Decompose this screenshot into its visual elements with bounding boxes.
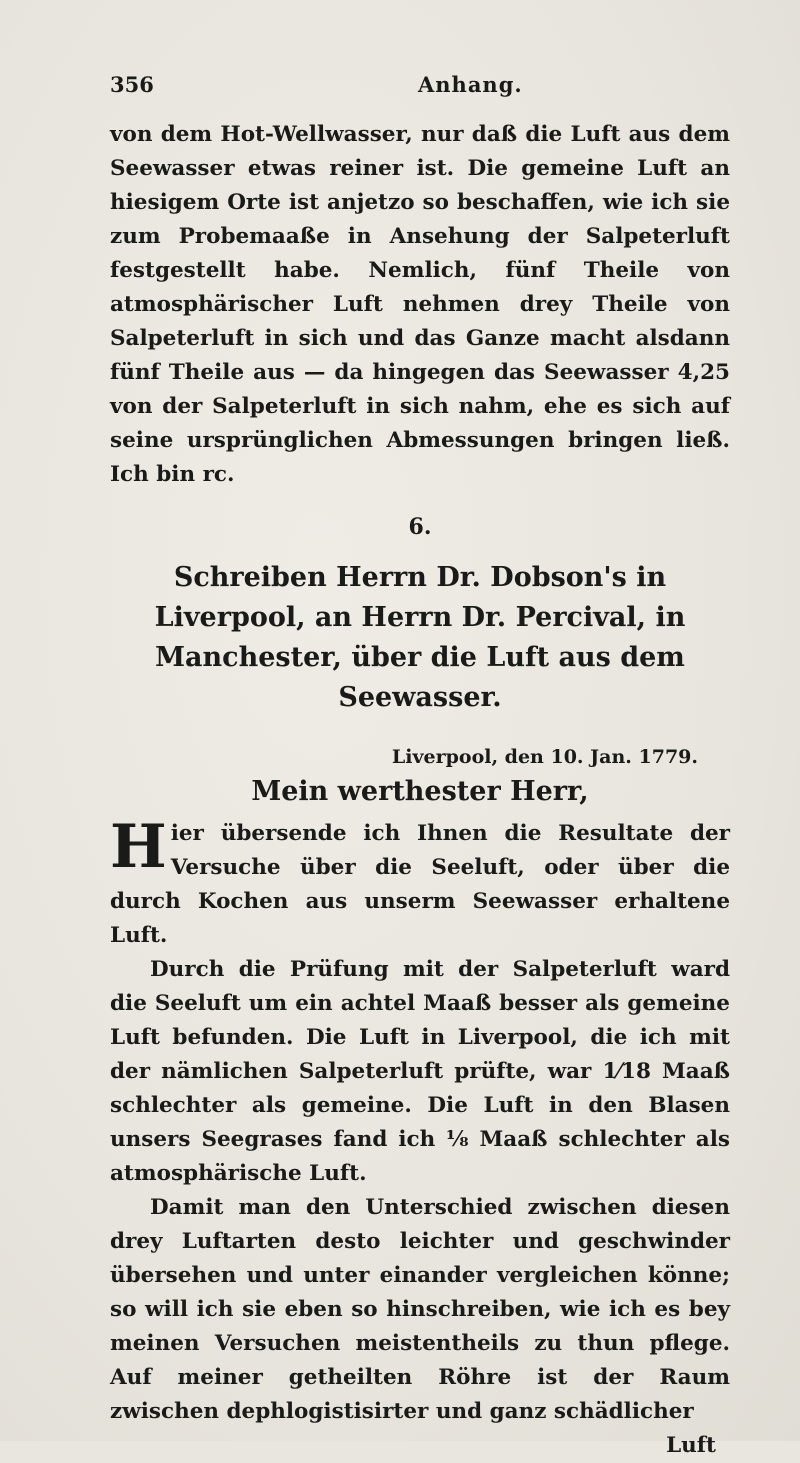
catchword: Luft: [666, 1433, 716, 1458]
dateline: Liverpool, den 10. Jan. 1779.: [391, 746, 698, 768]
letter-paragraph-1: [110, 812, 730, 953]
letter-title: Schreiben Herrn Dr. Dobson's in Liverpool, an Herrn Dr. Percival, in Manchester, über die Luft aus dem Seewasser.: [154, 562, 686, 713]
continuation-paragraph: von dem Hot-Wellwasser, nur daß die Luft aus dem Seewasser etwas reiner ist. Die gemeine Luft an hiesigem Orte ist anjetzo so beschaffen, wie ich sie zum Probemaaße in Ansehung der Salpeterluft festgestellt habe. Nemlich, fünf Theile von atmosphärischer Luft nehmen drey Theile von Salpeterluft in sich und das Ganze macht alsdann fünf Theile aus — da hingegen das Seewasser 4,25 von der Salpeterluft in sich nahm, ehe es sich auf seine ursprünglichen Abmessungen bringen ließ. Ich bin rc.: [110, 122, 730, 487]
letter-paragraph-2: Durch die Prüfung mit der Salpeterluft ward die Seeluft um ein achtel Maaß besser als gemeine Luft befunden. Die Luft in Liverpool, die ich mit der nämlichen Salpeterluft prüfte, war 1⁄18 Maaß schlechter als gemeine. Die Luft in den Blasen unsers Seegrases fand ich ⅛ Maaß schlechter als atmosphärische Luft.: [110, 957, 730, 1186]
salutation: Mein werthester Herr,: [251, 776, 589, 807]
drop-cap: H: [110, 812, 167, 882]
letter-paragraph-1-text: ier übersende ich Ihnen die Resultate der Versuche über die Seeluft, oder über die durch Kochen aus unserm Seewasser erhaltene Luft.: [110, 821, 730, 948]
letter-paragraph-3: Damit man den Unterschied zwischen diesen drey Luftarten desto leichter und geschwinder übersehen und unter einander vergleichen könne; so will ich sie eben so hinschreiben, wie ich es bey meinen Versuchen meistentheils zu thun pflege. Auf meiner getheilten Röhre ist der Raum zwischen dephlogistisirter und ganz schädlicher: [110, 1195, 730, 1424]
running-head: Anhang.: [418, 72, 523, 97]
page-header: [110, 72, 730, 112]
page-number: 356: [110, 72, 154, 97]
section-number: 6.: [408, 514, 432, 540]
